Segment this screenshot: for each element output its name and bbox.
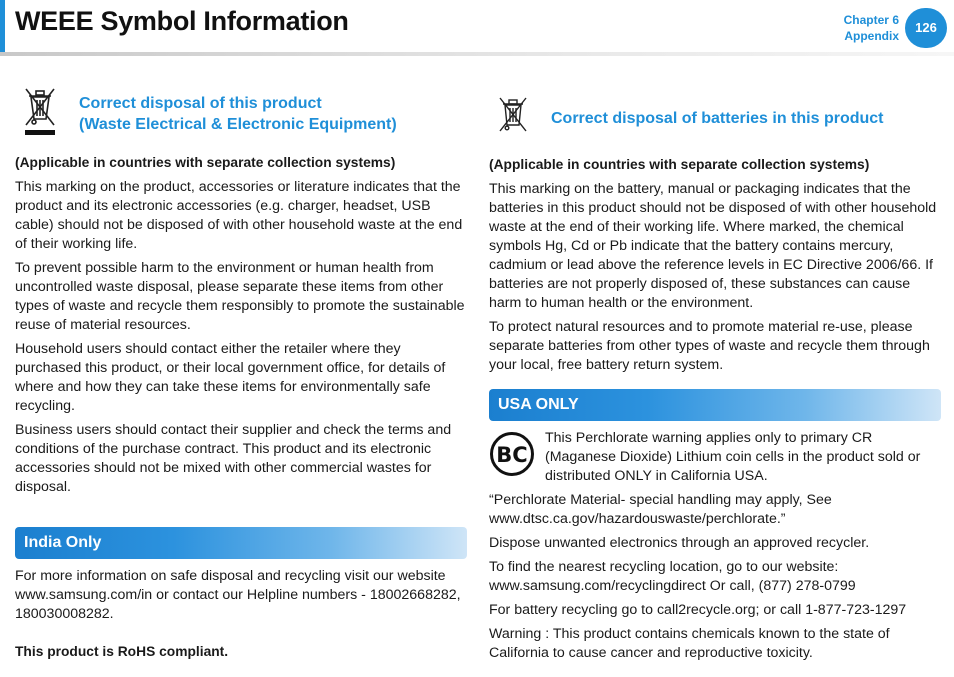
battery-title: Correct disposal of batteries in this product — [551, 109, 884, 127]
weee-heading — [15, 85, 467, 143]
header-divider — [0, 52, 954, 56]
page-title: WEEE Symbol Information — [15, 6, 349, 36]
usa-paragraph-3: To find the nearest recycling location, go to our website: www.samsung.com/recyclingdirect Or call, (877) 278-0799 — [489, 559, 856, 594]
weee-paragraph-4: Business users should contact their supplier and check the terms and conditions of the purchase contract. This product and its electronic accessories should not be mixed with other commercial wastes for disposal. — [15, 422, 452, 495]
india-text: For more information on safe disposal and recycling visit our website www.samsung.com/in or contact our Helpline numbers - 18002668282, 180030008282. — [15, 568, 461, 622]
weee-applicable-note: (Applicable in countries with separate collection systems) — [15, 155, 396, 170]
battery-applicable-note: (Applicable in countries with separate collection systems) — [489, 157, 870, 172]
chapter-name: Chapter 6 — [843, 13, 899, 27]
usa-paragraph-5: Warning : This product contains chemicals known to the state of California to cause cancer and reproductive toxicity. — [489, 626, 890, 661]
svg-text:BC: BC — [496, 443, 528, 467]
chapter-label — [844, 12, 899, 44]
bc-recycle-icon — [489, 431, 535, 483]
weee-paragraph-3: Household users should contact either the retailer where they purchased this product, or their local government office, for details of where and how they can take these items for environmentally safe recycling. — [15, 341, 446, 414]
crossed-out-wheeled-bin-icon — [23, 85, 57, 143]
left-column — [15, 85, 467, 666]
weee-title-line1: Correct disposal of this product — [79, 95, 322, 112]
perchlorate-warning-row — [489, 429, 941, 491]
weee-title-line2: (Waste Electrical & Electronic Equipment) — [79, 116, 397, 133]
battery-paragraph-1: This marking on the battery, manual or packaging indicates that the batteries in this product should not be disposed of with other household waste at the end of their working life. Where marked, the chemical symbols Hg, Cd or Pb indicate that the battery contains mercury, cadmium or lead above the reference levels in EC Directive 2006/66. If batteries are not properly disposed of, these substances can cause harm to human health or the environment. — [489, 181, 937, 311]
usa-paragraph-4: For battery recycling go to call2recycle.org; or call 1-877-723-1297 — [489, 602, 907, 618]
right-column — [489, 85, 941, 668]
weee-title — [79, 93, 397, 135]
battery-heading — [489, 95, 941, 141]
section-name: Appendix — [844, 29, 899, 43]
crossed-out-bin-small-icon — [497, 95, 529, 141]
page-number-badge: 126 — [905, 8, 947, 48]
usa-only-band: USA ONLY — [489, 389, 941, 421]
weee-paragraph-1: This marking on the product, accessories or literature indicates that the product and its electronic accessories (e.g. charger, headset, USB cable) should not be disposed of with other household waste at the end of their working life. — [15, 179, 463, 252]
perchlorate-warning-text: This Perchlorate warning applies only to primary CR (Maganese Dioxide) Lithium coin cells in the product sold or distributed ONLY in California USA. — [545, 430, 921, 484]
india-only-band: India Only — [15, 527, 467, 559]
weee-paragraph-2: To prevent possible harm to the environment or human health from uncontrolled waste disposal, please separate these items from other types of waste and recycle them responsibly to promote the sustainable reuse of material resources. — [15, 260, 465, 333]
rohs-note: This product is RoHS compliant. — [15, 644, 229, 659]
usa-paragraph-1: “Perchlorate Material- special handling may apply, See www.dtsc.ca.gov/hazardouswaste/perchlorate.” — [489, 492, 832, 527]
header-accent-bar — [0, 0, 5, 52]
battery-paragraph-2: To protect natural resources and to promote material re-use, please separate batteries from other types of waste and recycle them through your local, free battery return system. — [489, 319, 930, 373]
usa-paragraph-2: Dispose unwanted electronics through an approved recycler. — [489, 535, 870, 551]
